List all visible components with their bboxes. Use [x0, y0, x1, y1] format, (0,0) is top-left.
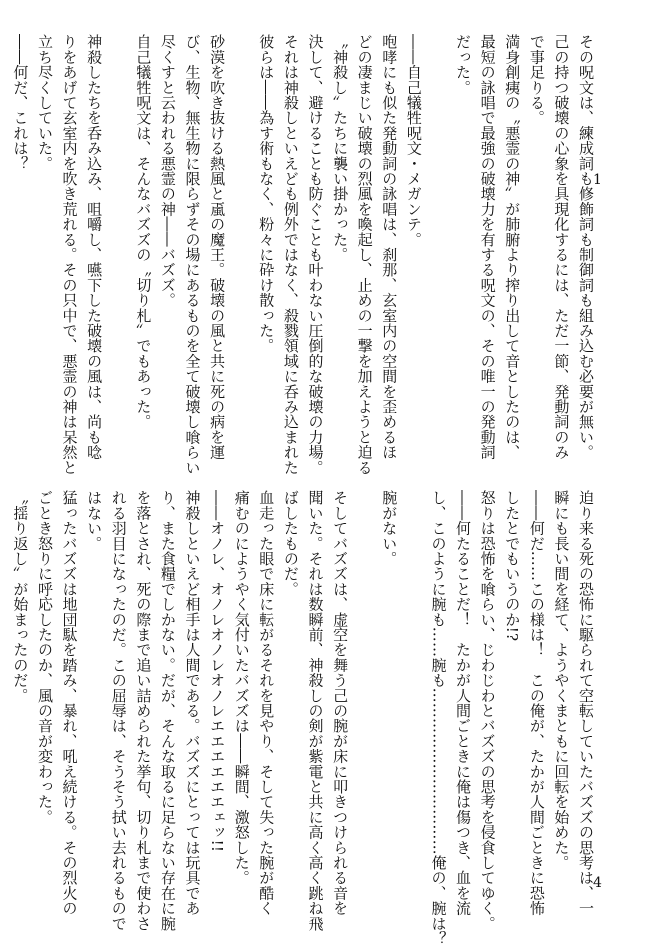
page-number-bottom: 4: [593, 875, 602, 891]
text-line: ――自己犠牲呪文・メガンテ。: [404, 34, 423, 247]
text-line: 立ち尽くしていた。: [35, 34, 54, 171]
text-line: ――オノレ、オノレオノレオノレエエエエエエェッ!!: [208, 490, 227, 853]
text-line: 猛ったバズズは地団駄を踏み、暴れ、吼え続ける。その烈火の: [60, 490, 79, 916]
text-line: 最短の詠唱で最強の破壊力を有する呪文の、その唯一の発動詞: [478, 34, 497, 460]
text-line: 決して、避けることも防ぐことも叶わない圧倒的な破壊の力場。: [306, 34, 325, 475]
text-line: 痛むのにようやく気付いたバズズは――瞬間、激怒した。: [232, 490, 251, 886]
text-line: [352, 490, 377, 900]
text-line: 血走った眼で床に転がるそれを見やり、そして失った腕が酷く: [257, 490, 276, 916]
text-line: び、生物、無生物に限らずその場にあるものを全て破壊し喰らい: [183, 34, 202, 475]
text-line: そしてバズズは、虚空を舞う己の腕が床に叩きつけられる音を: [331, 490, 350, 916]
text-line: 聞いた。それは数瞬前、神殺しの剣が紫電と共に高く高く跳ね飛: [306, 490, 325, 931]
text-line: [106, 34, 131, 454]
text-line: はない。: [85, 490, 104, 551]
text-line: れる羽目になったのだ。この屈辱は、そうそう拭い去れるもので: [109, 490, 128, 931]
page-number-top: 1: [593, 172, 602, 188]
text-line: ごとき怒りに呼応したのか、風の音が変わった。: [35, 490, 54, 825]
text-line: ――何だ……この様は！ この俺が、たかが人間ごときに恐怖: [527, 490, 546, 916]
text-line: [401, 490, 426, 900]
text-line: 彼らは――為す術もなく、粉々に砕け散った。: [257, 34, 276, 354]
text-line: 自己犠牲呪文は、そんなバズズの〝切り札〟でもあった。: [134, 34, 153, 430]
text-line: だった。: [454, 34, 473, 95]
text-line: ばしたものだ。: [281, 490, 300, 597]
text-line: したとでもいうのか!?: [503, 490, 522, 642]
text-line: し、このように腕も……腕も……………………………俺の、腕は？: [429, 490, 448, 946]
text-line: 己の持つ破壊の心象を具現化するには、ただ一節、発動詞のみ: [552, 34, 571, 460]
text-line: どの凄まじい破壊の烈風を喚起し、止めの一撃を加えようと迫る: [355, 34, 374, 475]
text-line: 尽くすと云われる悪霊の神――バズズ。: [158, 34, 177, 308]
text-line: り、また食糧でしかない。だが、そんな取るに足らない存在に腕: [158, 490, 177, 931]
upper-text-block: [11, 34, 598, 475]
text-line: 〝神殺し〟たちに襲い掛かった。: [331, 34, 350, 262]
text-line: 迫り来る死の恐怖に駆られて空転していたバズズの思考は、一: [577, 490, 595, 916]
text-line: 砂漠を吹き抜ける熱風と颪の魔王。破壊の風と共に死の病を運: [208, 34, 227, 460]
text-line: それは神殺しといえども例外ではなく、殺戮領域に呑み込まれた: [281, 34, 300, 475]
lower-text-block: [11, 490, 598, 946]
text-line: 瞬にも長い間を経て、ようやくまともに回転を始めた。: [552, 490, 571, 870]
text-line: 〝揺り返し〟が始まったのだ。: [11, 490, 30, 703]
text-line: ――何たることだ！ たかが人間ごときに俺は傷つき、血を流: [454, 490, 473, 916]
text-line: 満身創痍の〝悪霊の神〟が肺腑より搾り出して音としたのは、: [503, 34, 522, 460]
text-line: その呪文は、練成詞も修飾詞も制御詞も組み込む必要が無い。: [577, 34, 595, 460]
text-line: 神殺したちを呑み込み、咀嚼し、嚥下した破壊の風は、尚も唸: [85, 34, 104, 460]
text-line: 怒りは恐怖を喰らい、じわじわとバズズの思考を侵食してゆく。: [478, 490, 497, 931]
text-line: 咆哮にも似た発動詞の詠唱は、刹那、玄室内の空間を歪めるほ: [380, 34, 399, 460]
text-line: りをあげて玄室内を吹き荒れる。その只中で、悪霊の神は呆然と: [60, 34, 79, 475]
text-line: を落とされ、死の際まで追い詰められた挙句、切り札まで使わさ: [134, 490, 153, 931]
text-line: 腕がない。: [380, 490, 399, 566]
text-line: [229, 34, 254, 454]
text-line: 神殺しといえど相手は人間である。バズズにとっては玩具であ: [183, 490, 202, 916]
text-line: [426, 34, 451, 454]
text-line: で事足りる。: [527, 34, 546, 126]
text-line: ――何だ、これは？: [11, 34, 30, 171]
